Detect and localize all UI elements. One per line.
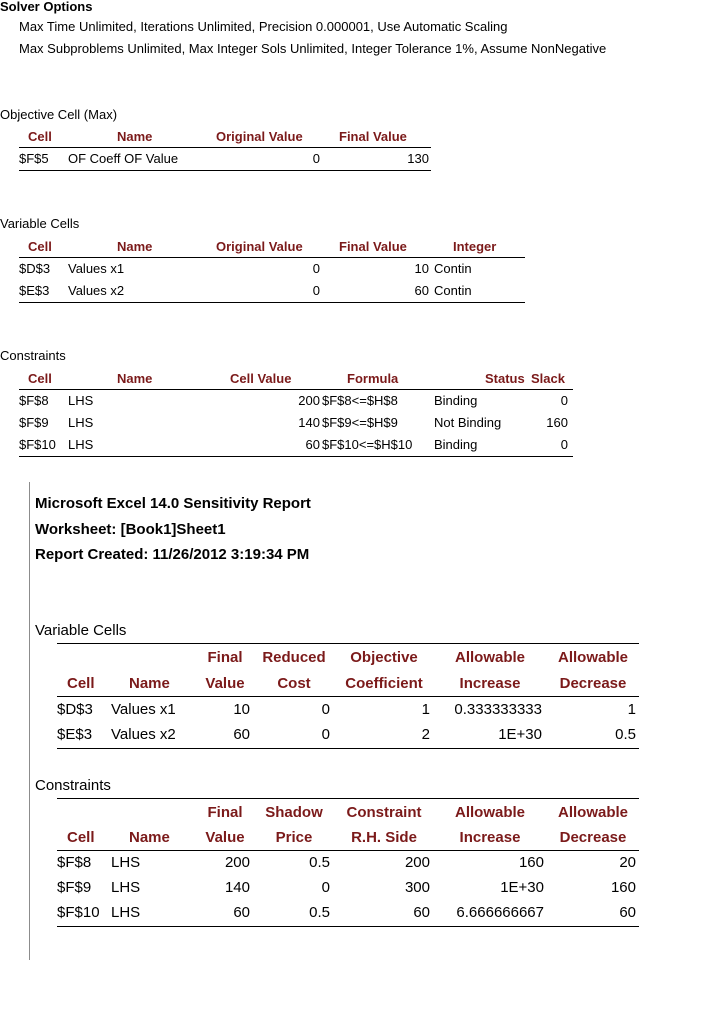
sc-row-2-decrease: 160 [610, 879, 636, 896]
sv-row-2-decrease: 0.5 [615, 726, 636, 743]
sc-row-2-final-value: 140 [224, 879, 250, 896]
sc-header-rh-side: R.H. Side [351, 829, 417, 846]
constraints-row-2-formula: $F$9<=$H$9 [322, 415, 398, 430]
sensitivity-report-title: Microsoft Excel 14.0 Sensitivity Report [35, 495, 311, 512]
variables-header-cell: Cell [28, 239, 52, 254]
objective-header-final-value: Final Value [339, 129, 407, 144]
sc-row-1-decrease: 20 [619, 854, 636, 871]
variables-header-final-value: Final Value [339, 239, 407, 254]
sc-bottom-rule [57, 926, 639, 927]
sensitivity-worksheet: Worksheet: [Book1]Sheet1 [35, 521, 226, 538]
variables-row-1-cell: $D$3 [19, 261, 51, 276]
constraints-row-2-cell: $F$9 [19, 415, 49, 430]
variables-row-2-cell: $E$3 [19, 283, 50, 298]
constraints-row-3-status: Binding [434, 437, 478, 452]
sc-header-rule [57, 850, 639, 851]
constraints-row-1-value: 200 [298, 393, 320, 408]
constraints-section-label: Constraints [0, 348, 66, 363]
sc-row-3-increase: 6.666666667 [456, 904, 544, 921]
variables-bottom-rule [19, 302, 525, 303]
sc-row-2-rh-side: 300 [404, 879, 430, 896]
objective-header-cell: Cell [28, 129, 52, 144]
variables-section-label: Variable Cells [0, 216, 80, 231]
sv-row-2-cell: $E$3 [57, 726, 93, 743]
objective-section-label: Objective Cell (Max) [0, 107, 118, 122]
constraints-row-2-status: Not Binding [434, 415, 502, 430]
constraints-row-3-name: LHS [68, 437, 94, 452]
sensitivity-constraints-section-label: Constraints [35, 777, 111, 794]
sc-row-2-cell: $F$9 [57, 879, 92, 896]
variables-header-rule [19, 257, 525, 258]
variables-header-name: Name [117, 239, 153, 254]
sc-row-1-name: LHS [111, 854, 141, 871]
sv-header-final: Final [207, 649, 243, 666]
sc-header-name: Name [129, 829, 170, 846]
sv-row-2-increase: 1E+30 [498, 726, 542, 743]
sc-header-price: Price [275, 829, 313, 846]
constraints-row-1-name: LHS [68, 393, 94, 408]
constraints-row-2-value: 140 [298, 415, 320, 430]
sc-row-1-shadow-price: 0.5 [309, 854, 330, 871]
sv-header-decrease: Decrease [559, 675, 627, 692]
solver-options-line-1: Max Time Unlimited, Iterations Unlimited, Precision 0.000001, Use Automatic Scaling [19, 19, 508, 34]
objective-row-name: OF Coeff OF Value [68, 151, 179, 166]
sv-row-2-final-value: 60 [233, 726, 250, 743]
sc-header-increase: Increase [459, 829, 521, 846]
sensitivity-left-border [29, 482, 30, 960]
constraints-row-1-status: Binding [434, 393, 478, 408]
sv-header-objective: Objective [350, 649, 418, 666]
objective-row-final: 130 [407, 151, 429, 166]
solver-options-line-2: Max Subproblems Unlimited, Max Integer Sols Unlimited, Integer Tolerance 1%, Assume NonNegative [19, 41, 607, 56]
sc-row-1-increase: 160 [518, 854, 544, 871]
objective-row-original: 0 [312, 151, 320, 166]
constraints-row-3-formula: $F$10<=$H$10 [322, 437, 413, 452]
variables-row-1-name: Values x1 [68, 261, 125, 276]
sv-header-allowable-2: Allowable [557, 649, 628, 666]
sc-header-allowable-1: Allowable [454, 804, 525, 821]
sv-row-1-name: Values x1 [111, 701, 176, 718]
sv-header-cell: Cell [67, 675, 95, 692]
constraints-bottom-rule [19, 456, 573, 457]
sc-header-final: Final [207, 804, 243, 821]
objective-header-original-value: Original Value [216, 129, 303, 144]
constraints-row-1-formula: $F$8<=$H$8 [322, 393, 398, 408]
sc-header-allowable-2: Allowable [557, 804, 628, 821]
sv-row-1-objective: 1 [421, 701, 430, 718]
objective-bottom-rule [19, 170, 431, 171]
variables-row-2-name: Values x2 [68, 283, 125, 298]
sc-header-cell: Cell [67, 829, 95, 846]
sensitivity-variables-section-label: Variable Cells [35, 622, 127, 639]
constraints-header-rule [19, 389, 573, 390]
sv-header-value: Value [205, 675, 245, 692]
constraints-header-status: Status [485, 371, 525, 386]
sv-header-increase: Increase [459, 675, 521, 692]
objective-row-cell: $F$5 [19, 151, 49, 166]
variables-header-original-value: Original Value [216, 239, 303, 254]
variables-row-1-original: 0 [312, 261, 320, 276]
sv-row-1-increase: 0.333333333 [454, 701, 542, 718]
sv-header-coefficient: Coefficient [345, 675, 423, 692]
variables-row-1-integer: Contin [434, 261, 472, 276]
sc-row-2-increase: 1E+30 [500, 879, 544, 896]
sv-bottom-rule [57, 748, 639, 749]
sc-header-decrease: Decrease [559, 829, 627, 846]
sv-row-1-cell: $D$3 [57, 701, 93, 718]
sv-header-allowable-1: Allowable [454, 649, 525, 666]
sv-row-1-decrease: 1 [627, 701, 636, 718]
sc-row-2-name: LHS [111, 879, 141, 896]
constraints-row-1-slack: 0 [560, 393, 568, 408]
variables-row-2-original: 0 [312, 283, 320, 298]
sc-header-constraint: Constraint [346, 804, 422, 821]
sv-row-2-name: Values x2 [111, 726, 176, 743]
sv-header-name: Name [129, 675, 170, 692]
sc-row-3-cell: $F$10 [57, 904, 100, 921]
sc-row-2-shadow-price: 0 [321, 879, 330, 896]
objective-header-rule [19, 147, 431, 148]
sc-row-1-rh-side: 200 [404, 854, 430, 871]
constraints-row-2-name: LHS [68, 415, 94, 430]
constraints-header-name: Name [117, 371, 153, 386]
sc-row-3-final-value: 60 [233, 904, 250, 921]
constraints-row-3-cell: $F$10 [19, 437, 56, 452]
variables-row-2-integer: Contin [434, 283, 472, 298]
variables-row-1-final: 10 [414, 261, 429, 276]
sensitivity-constraints-top-rule [57, 798, 639, 799]
sv-row-2-objective: 2 [421, 726, 430, 743]
sv-row-1-reduced-cost: 0 [321, 701, 330, 718]
sc-header-value: Value [205, 829, 245, 846]
constraints-header-cell: Cell [28, 371, 52, 386]
sv-header-reduced: Reduced [262, 649, 326, 666]
sv-header-rule [57, 696, 639, 697]
sc-row-3-shadow-price: 0.5 [309, 904, 330, 921]
sc-row-3-decrease: 60 [619, 904, 636, 921]
sv-row-2-reduced-cost: 0 [321, 726, 330, 743]
sv-row-1-final-value: 10 [233, 701, 250, 718]
sv-header-cost: Cost [277, 675, 311, 692]
sc-row-1-final-value: 200 [224, 854, 250, 871]
constraints-header-cell-value: Cell Value [230, 371, 292, 386]
constraints-row-3-value: 60 [305, 437, 320, 452]
constraints-header-formula: Formula [347, 371, 399, 386]
sc-row-3-name: LHS [111, 904, 141, 921]
constraints-row-1-cell: $F$8 [19, 393, 49, 408]
constraints-header-slack: Slack [531, 371, 565, 386]
sensitivity-variables-top-rule [57, 643, 639, 644]
solver-options-title: Solver Options [0, 0, 93, 14]
sc-row-1-cell: $F$8 [57, 854, 92, 871]
sc-header-shadow: Shadow [265, 804, 323, 821]
sc-row-3-rh-side: 60 [413, 904, 430, 921]
constraints-row-3-slack: 0 [560, 437, 568, 452]
objective-header-name: Name [117, 129, 153, 144]
variables-header-integer: Integer [453, 239, 497, 254]
sensitivity-report-created: Report Created: 11/26/2012 3:19:34 PM [35, 546, 310, 563]
variables-row-2-final: 60 [414, 283, 429, 298]
constraints-row-2-slack: 160 [546, 415, 568, 430]
